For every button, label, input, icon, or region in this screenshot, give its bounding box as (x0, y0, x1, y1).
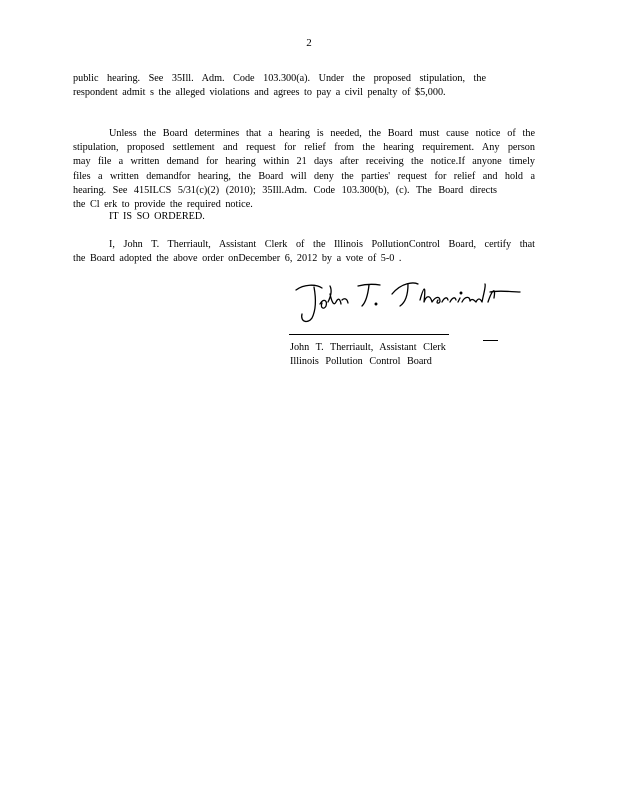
paragraph-line: hearing. See 415ILCS 5/31(c)(2) (2010); 35Ill.Adm. Code 103.300(b), (c). The Board directs (73, 184, 497, 196)
signatory-organization: Illinois Pollution Control Board (290, 356, 432, 367)
paragraph-certification (73, 238, 535, 266)
paragraph-line: IT IS SO ORDERED. (109, 211, 205, 222)
paragraph-public-hearing (73, 72, 486, 100)
signature-line-extension (483, 340, 498, 341)
paragraph-notice-requirements (73, 127, 535, 212)
signature-line (289, 334, 449, 335)
paragraph-line: the Board adopted the above order onDecember 6, 2012 by a vote of 5-0 . (73, 253, 402, 265)
paragraph-line: may file a written demand for hearing within 21 days after receiving the notice.If anyone timely (73, 156, 535, 168)
paragraph-line: Unless the Board determines that a hearing is needed, the Board must cause notice of the (109, 128, 535, 139)
paragraph-line: stipulation, proposed settlement and request for relief from the hearing requirement. Any person (73, 142, 535, 154)
signatory-name-title: John T. Therriault, Assistant Clerk (290, 342, 446, 353)
signature-block (290, 341, 446, 369)
paragraph-line: files a written demandfor hearing, the Board will deny the parties' request for relief and hold a (73, 170, 535, 182)
handwritten-signature (290, 276, 530, 330)
paragraph-line: the Cl erk to provide the required notice. (73, 199, 253, 211)
page-number: 2 (306, 37, 312, 49)
paragraph-line: respondent admit s the alleged violations and agrees to pay a civil penalty of $5,000. (73, 87, 446, 99)
paragraph-line: public hearing. See 35Ill. Adm. Code 103.300(a). Under the proposed stipulation, the (73, 73, 486, 84)
order-statement (73, 210, 535, 224)
paragraph-line: I, John T. Therriault, Assistant Clerk of the Illinois PollutionControl Board, certify that (109, 239, 535, 250)
